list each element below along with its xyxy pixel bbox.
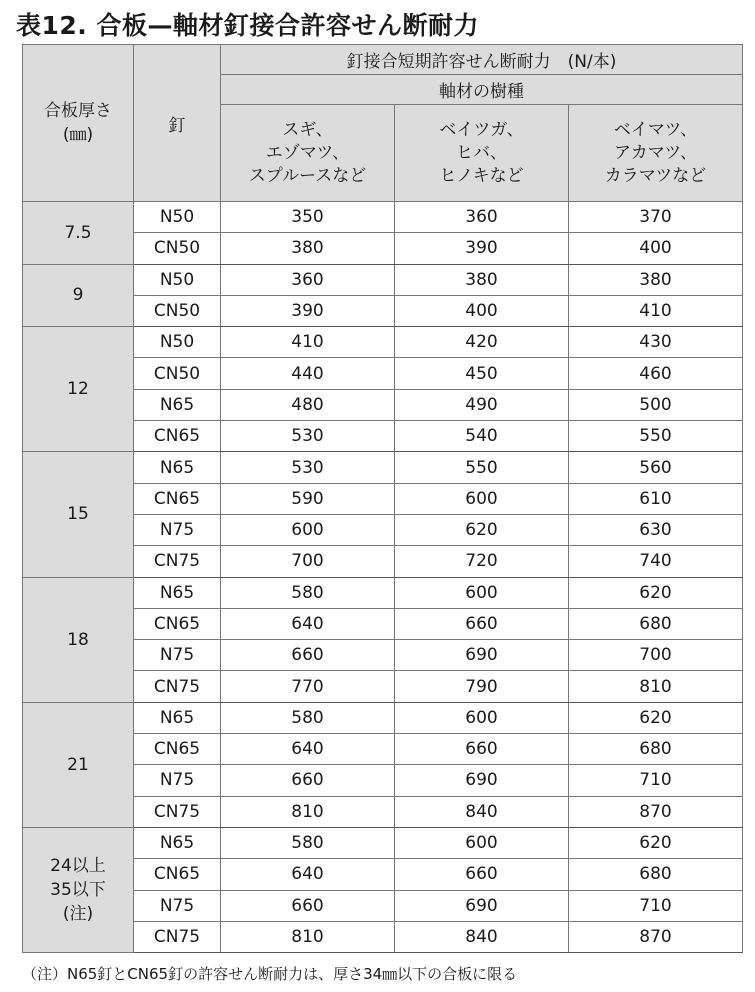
header-plywood-thickness: 合板厚さ (㎜) [23,45,134,202]
value-cell: 390 [395,233,569,264]
value-cell: 710 [569,890,743,921]
value-cell: 620 [395,514,569,545]
table-row [23,202,743,233]
nail-cell: CN50 [134,233,221,264]
nail-cell: N50 [134,327,221,358]
value-cell: 580 [221,702,395,733]
value-cell: 640 [221,734,395,765]
value-cell: 410 [569,295,743,326]
header-species-2: ベイツガ、 ヒバ、 ヒノキなど [395,105,569,202]
value-cell: 360 [221,264,395,295]
value-cell: 550 [569,421,743,452]
value-cell: 660 [221,890,395,921]
header-species-3: ベイマツ、 アカマツ、 カラマツなど [569,105,743,202]
value-cell: 690 [395,640,569,671]
nail-cell: N50 [134,202,221,233]
value-cell: 660 [395,608,569,639]
nail-cell: CN65 [134,421,221,452]
thickness-cell: 7.5 [23,202,134,265]
value-cell: 600 [395,577,569,608]
value-cell: 430 [569,327,743,358]
value-cell: 620 [569,577,743,608]
value-cell: 480 [221,389,395,420]
value-cell: 580 [221,577,395,608]
nail-cell: N75 [134,765,221,796]
value-cell: 360 [395,202,569,233]
value-cell: 700 [221,546,395,577]
thickness-cell: 9 [23,264,134,327]
value-cell: 450 [395,358,569,389]
nail-cell: N65 [134,577,221,608]
value-cell: 370 [569,202,743,233]
nail-cell: N65 [134,389,221,420]
value-cell: 560 [569,452,743,483]
footnote: （注）N65釘とCN65釘の許容せん断耐力は、厚さ34㎜以下の合板に限る [22,965,518,983]
value-cell: 810 [569,671,743,702]
value-cell: 620 [569,702,743,733]
nail-cell: N75 [134,640,221,671]
nail-cell: N65 [134,827,221,858]
value-cell: 690 [395,765,569,796]
nail-cell: CN50 [134,358,221,389]
value-cell: 380 [395,264,569,295]
value-cell: 540 [395,421,569,452]
table-title: 表12. 合板—軸材釘接合許容せん断耐力 [16,11,479,40]
table-body [23,202,743,953]
value-cell: 680 [569,734,743,765]
value-cell: 620 [569,827,743,858]
nail-cell: CN65 [134,608,221,639]
value-cell: 580 [221,827,395,858]
value-cell: 420 [395,327,569,358]
value-cell: 600 [395,827,569,858]
value-cell: 410 [221,327,395,358]
value-cell: 500 [569,389,743,420]
value-cell: 550 [395,452,569,483]
value-cell: 380 [221,233,395,264]
value-cell: 440 [221,358,395,389]
header-species-1: スギ、 エゾマツ、 スプルースなど [221,105,395,202]
thickness-cell: 15 [23,452,134,577]
value-cell: 810 [221,796,395,827]
table-row [23,327,743,358]
value-cell: 660 [395,859,569,890]
value-cell: 870 [569,921,743,952]
value-cell: 720 [395,546,569,577]
value-cell: 390 [221,295,395,326]
nail-cell: N65 [134,452,221,483]
table-row [23,702,743,733]
value-cell: 710 [569,765,743,796]
nail-cell: N75 [134,890,221,921]
value-cell: 380 [569,264,743,295]
header-species-group: 軸材の樹種 [221,75,743,105]
value-cell: 680 [569,608,743,639]
value-cell: 870 [569,796,743,827]
value-cell: 640 [221,859,395,890]
value-cell: 660 [221,640,395,671]
table-row [23,264,743,295]
nail-cell: CN50 [134,295,221,326]
nail-cell: CN65 [134,859,221,890]
value-cell: 840 [395,796,569,827]
value-cell: 740 [569,546,743,577]
value-cell: 660 [395,734,569,765]
nail-cell: N50 [134,264,221,295]
value-cell: 610 [569,483,743,514]
value-cell: 810 [221,921,395,952]
value-cell: 700 [569,640,743,671]
table-row [23,577,743,608]
header-nail: 釘 [134,45,221,202]
nail-cell: CN75 [134,921,221,952]
value-cell: 400 [395,295,569,326]
value-cell: 630 [569,514,743,545]
value-cell: 400 [569,233,743,264]
value-cell: 660 [221,765,395,796]
value-cell: 460 [569,358,743,389]
value-cell: 600 [395,702,569,733]
value-cell: 350 [221,202,395,233]
nail-cell: CN75 [134,796,221,827]
thickness-cell: 18 [23,577,134,702]
value-cell: 590 [221,483,395,514]
shear-capacity-table [22,44,743,953]
value-cell: 600 [395,483,569,514]
table-row [23,827,743,858]
table-row [23,452,743,483]
thickness-cell: 24以上 35以下 (注) [23,827,134,952]
nail-cell: N65 [134,702,221,733]
nail-cell: CN65 [134,483,221,514]
value-cell: 680 [569,859,743,890]
value-cell: 530 [221,452,395,483]
value-cell: 790 [395,671,569,702]
value-cell: 600 [221,514,395,545]
value-cell: 770 [221,671,395,702]
nail-cell: CN65 [134,734,221,765]
value-cell: 490 [395,389,569,420]
nail-cell: CN75 [134,671,221,702]
value-cell: 840 [395,921,569,952]
value-cell: 690 [395,890,569,921]
nail-cell: N75 [134,514,221,545]
thickness-cell: 21 [23,702,134,827]
value-cell: 530 [221,421,395,452]
nail-cell: CN75 [134,546,221,577]
value-cell: 640 [221,608,395,639]
header-capacity: 釘接合短期許容せん断耐力 (N/本) [221,45,743,75]
thickness-cell: 12 [23,327,134,452]
